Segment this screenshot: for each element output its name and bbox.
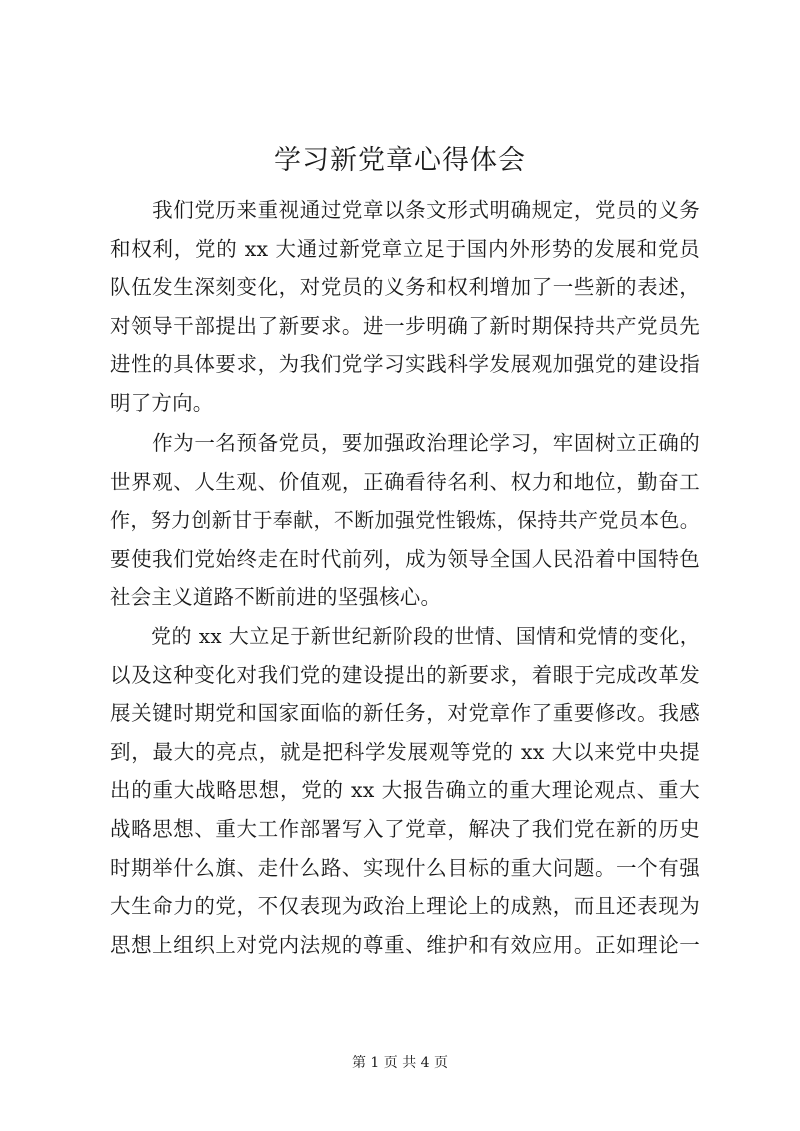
text-line: 作，努力创新甘于奉献，不断加强党性锻炼，保持共产党员本色。 [110, 508, 700, 533]
paragraph-2 [110, 424, 700, 617]
page-title: 学习新党章心得体会 [274, 145, 526, 176]
text-line: 队伍发生深刻变化，对党员的义务和权利增加了一些新的表述， [110, 275, 700, 300]
text-line: 展关键时期党和国家面临的新任务，对党章作了重要修改。我感 [110, 701, 700, 726]
text-line: 世界观、人生观、价值观，正确看待名利、权力和地位，勤奋工 [110, 469, 700, 494]
text-line: 思想上组织上对党内法规的尊重、维护和有效应用。正如理论一 [110, 932, 700, 957]
text-line: 到，最大的亮点，就是把科学发展观等党的 xx 大以来党中央提 [110, 739, 700, 764]
text-line: 我们党历来重视通过党章以条文形式明确规定，党员的义务 [110, 198, 700, 222]
text-line: 大生命力的党，不仅表现为政治上理论上的成熟，而且还表现为 [110, 894, 700, 919]
text-line: 对领导干部提出了新要求。进一步明确了新时期保持共产党员先 [110, 313, 700, 338]
paragraph-1 [110, 191, 700, 423]
text-line: 战略思想、重大工作部署写入了党章，解决了我们党在新的历史 [110, 816, 700, 841]
text-line: 时期举什么旗、走什么路、实现什么目标的重大问题。一个有强 [110, 855, 700, 880]
text-line: 要使我们党始终走在时代前列，成为领导全国人民沿着中国特色 [110, 546, 700, 571]
text-line: 党的 xx 大立足于新世纪新阶段的世情、国情和党情的变化， [110, 624, 700, 648]
text-line: 明了方向。 [110, 390, 214, 415]
paragraph-3 [110, 617, 700, 964]
text-line: 和权利，党的 xx 大通过新党章立足于国内外形势的发展和党员 [110, 236, 700, 261]
text-line: 作为一名预备党员，要加强政治理论学习，牢固树立正确的 [110, 431, 700, 455]
text-line: 进性的具体要求，为我们党学习实践科学发展观加强党的建设指 [110, 352, 700, 377]
text-line: 以及这种变化对我们党的建设提出的新要求，着眼于完成改革发 [110, 662, 700, 687]
text-line: 出的重大战略思想，党的 xx 大报告确立的重大理论观点、重大 [110, 778, 700, 803]
text-line: 社会主义道路不断前进的坚强核心。 [110, 585, 442, 610]
page-footer: 第 1 页 共 4 页 [351, 1055, 449, 1071]
